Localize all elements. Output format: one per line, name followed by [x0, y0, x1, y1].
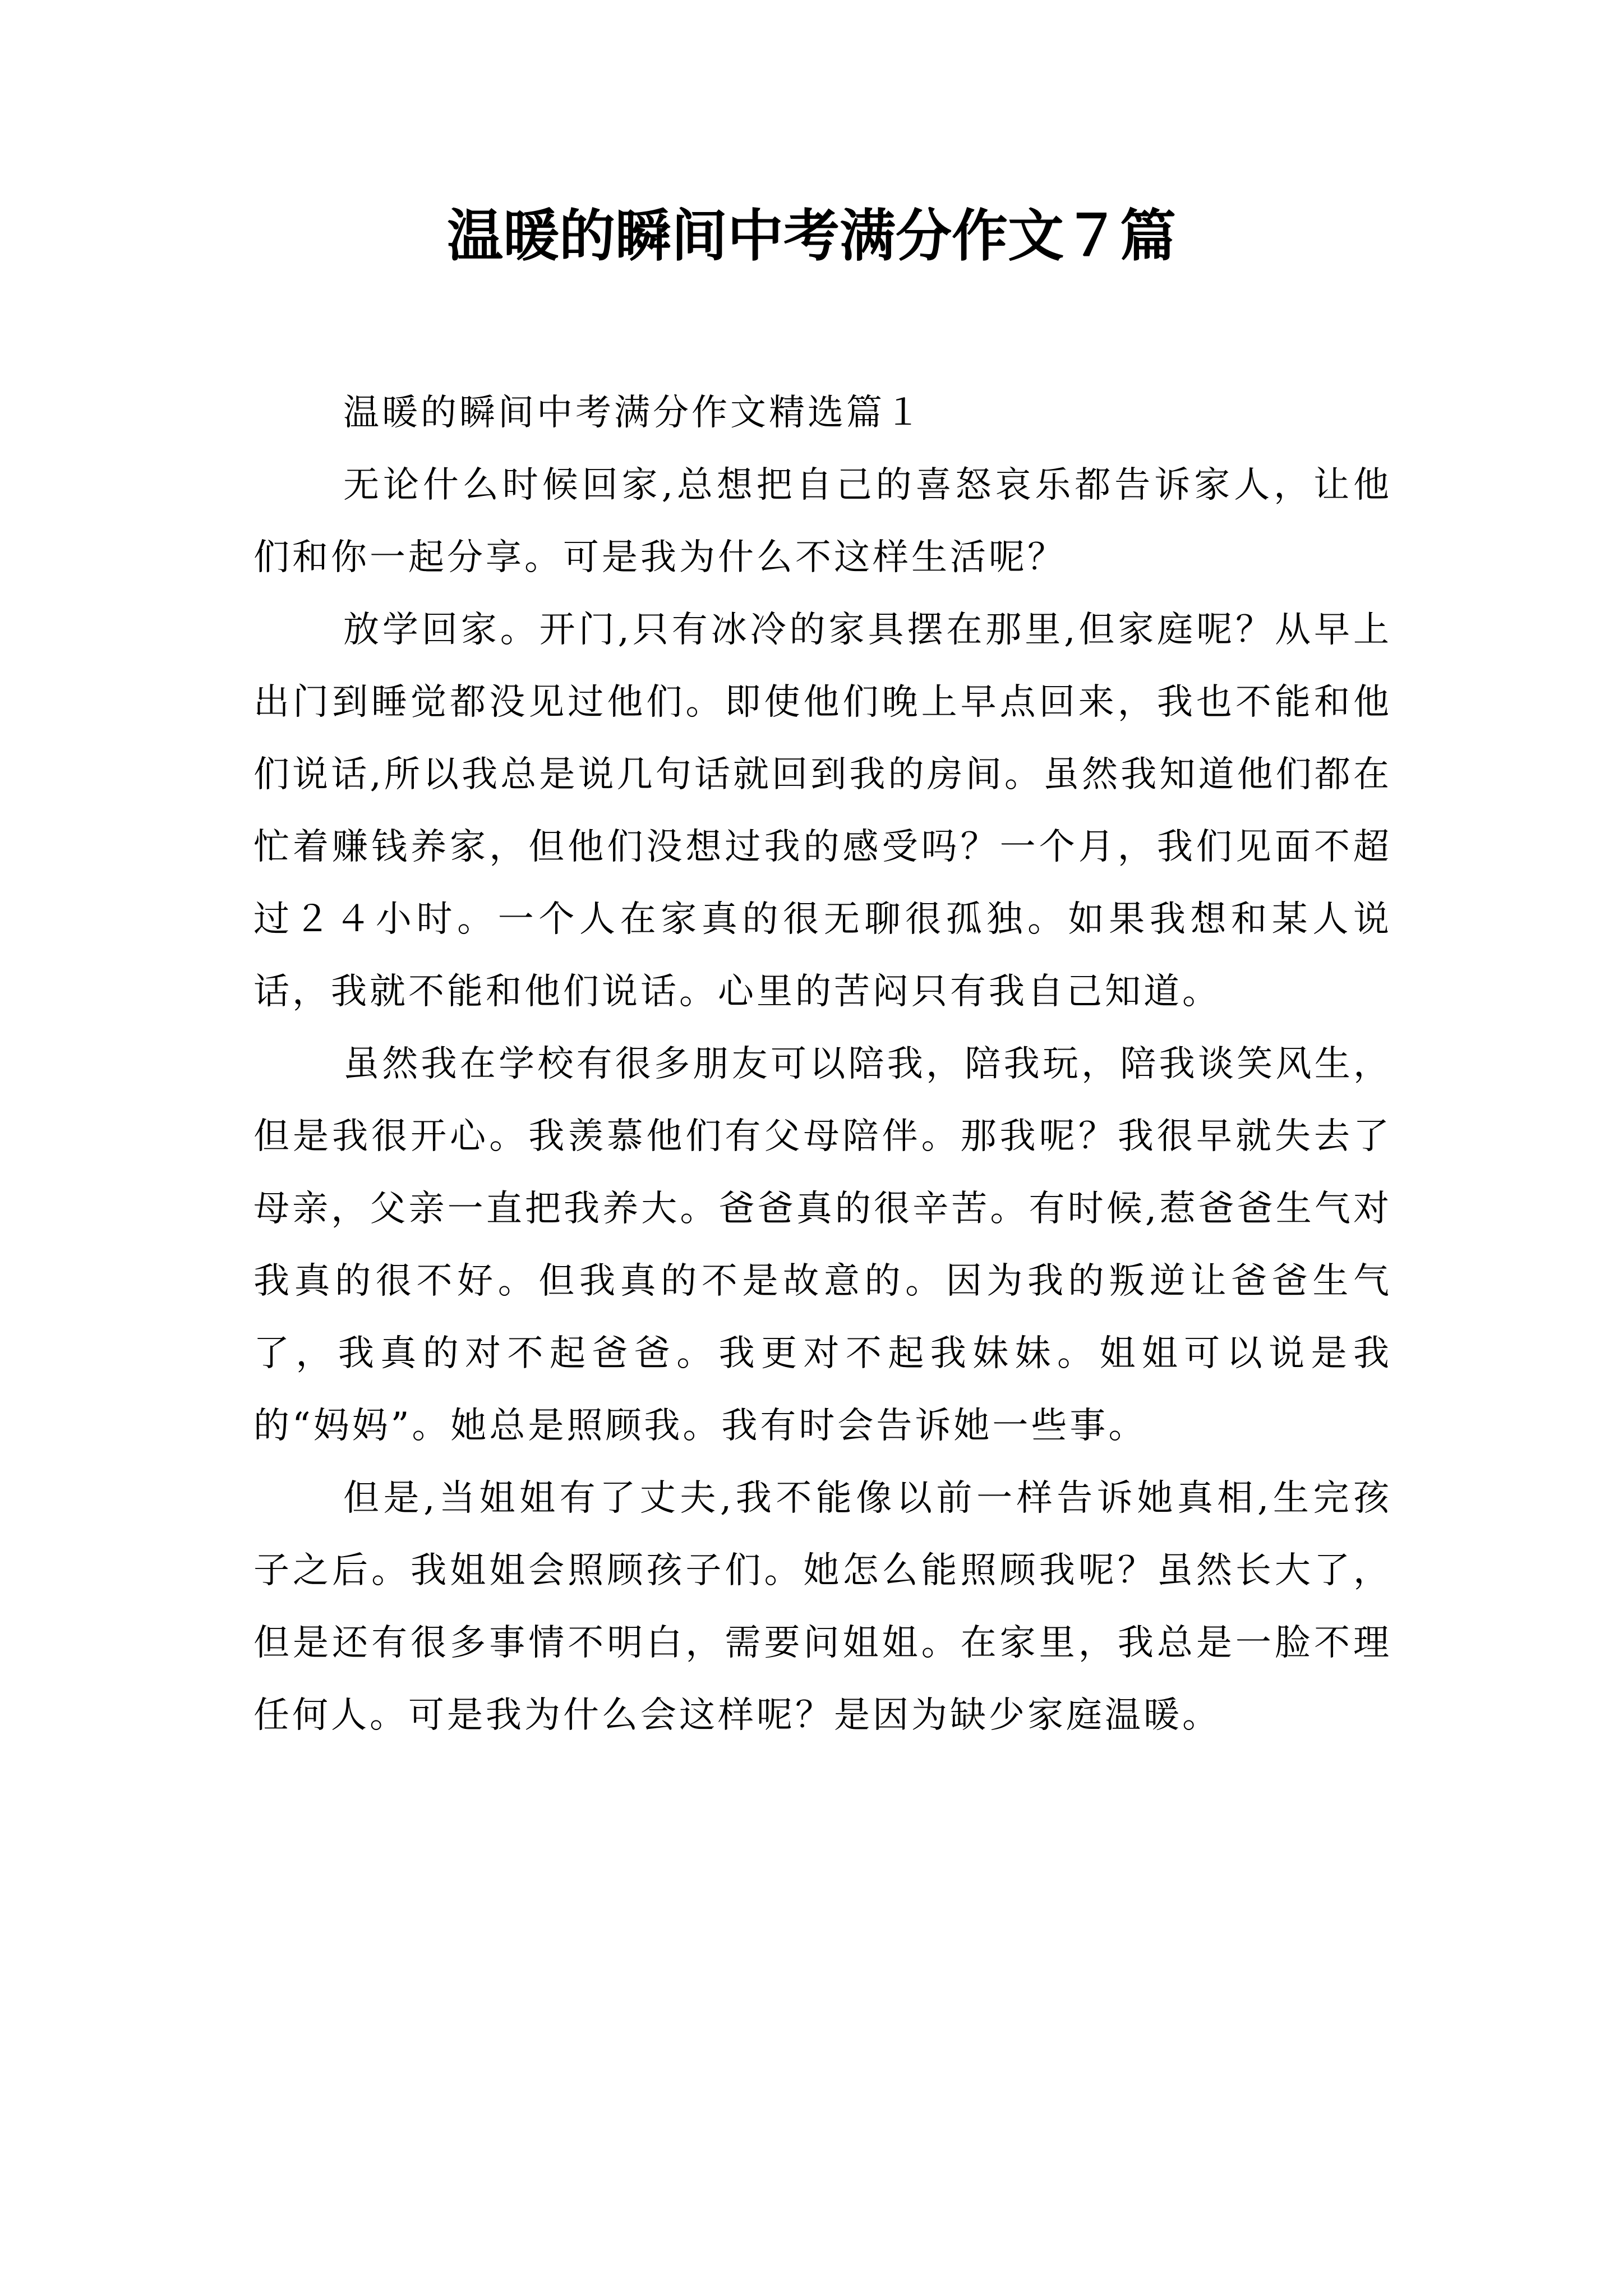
- paragraph: 虽然我在学校有很多朋友可以陪我，陪我玩，陪我谈笑风生，但是我很开心。我羡慕他们有父母陪伴。那我呢？我很早就失去了母亲，父亲一直把我养大。爸爸真的很辛苦。有时候,惹爸爸生气对我真的很不好。但我真的不是故意的。因为我的叛逆让爸爸生气了，我真的对不起爸爸。我更对不起我妹妹。姐姐可以说是我的“妈妈”。她总是照顾我。我有时会告诉她一些事。: [253, 1043, 1392, 1447]
- document-body: [253, 377, 1392, 1752]
- paragraph: 无论什么时候回家,总想把自己的喜怒哀乐都告诉家人，让他们和你一起分享。可是我为什么不这样生活呢？: [253, 464, 1392, 578]
- document-title: 温暖的瞬间中考满分作文７篇: [447, 203, 1176, 269]
- section-heading: 温暖的瞬间中考满分作文精选篇１: [343, 392, 924, 434]
- paragraph: 放学回家。开门,只有冰冷的家具摆在那里,但家庭呢？从早上出门到睡觉都没见过他们。即使他们晚上早点回来，我也不能和他们说话,所以我总是说几句话就回到我的房间。虽然我知道他们都在忙着赚钱养家，但他们没想过我的感受吗？一个月，我们见面不超过２４小时。一个人在家真的很无聊很孤独。如果我想和某人说话，我就不能和他们说话。心里的苦闷只有我自己知道。: [253, 609, 1392, 1013]
- paragraph: 但是,当姐姐有了丈夫,我不能像以前一样告诉她真相,生完孩子之后。我姐姐会照顾孩子们。她怎么能照顾我呢？虽然长大了，但是还有很多事情不明白，需要问姐姐。在家里，我总是一脸不理任何人。可是我为什么会这样呢？是因为缺少家庭温暖。: [253, 1478, 1392, 1736]
